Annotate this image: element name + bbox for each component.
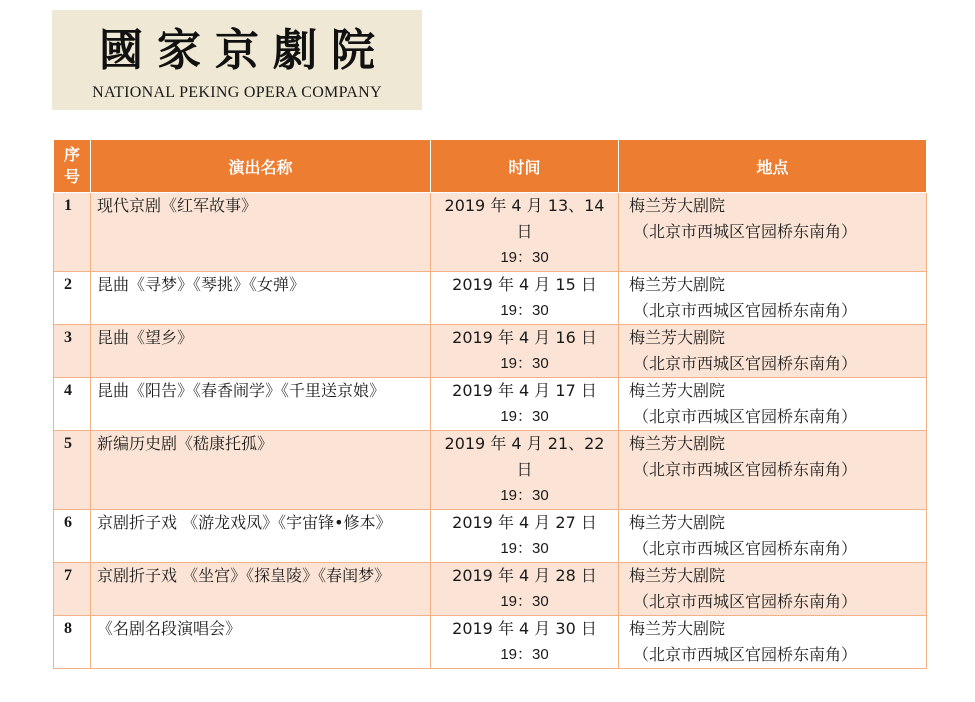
row-name: 现代京剧《红军故事》 [91, 193, 431, 272]
row-address: （北京市西城区官园桥东南角） [633, 301, 858, 320]
row-num: 6 [54, 510, 91, 563]
table-row [54, 272, 927, 325]
table-header-row [54, 140, 927, 193]
row-venue: 梅兰芳大剧院 [629, 275, 726, 294]
table-row [54, 616, 927, 669]
row-venue-cell [619, 325, 927, 378]
row-time-cell [431, 431, 619, 510]
row-name: 昆曲《望乡》 [91, 325, 431, 378]
row-venue-cell [619, 378, 927, 431]
performance-schedule-table [53, 139, 927, 669]
row-time: 19：30 [500, 593, 549, 610]
row-time-cell [431, 616, 619, 669]
row-venue: 梅兰芳大剧院 [629, 619, 726, 638]
table-row [54, 325, 927, 378]
row-address: （北京市西城区官园桥东南角） [633, 460, 858, 479]
company-logo [52, 10, 422, 110]
table-row [54, 378, 927, 431]
row-time: 19：30 [500, 646, 549, 663]
row-venue: 梅兰芳大剧院 [629, 381, 726, 400]
row-name: 京剧折子戏 《坐宫》《探皇陵》《春闺梦》 [91, 563, 431, 616]
row-time: 19：30 [500, 487, 549, 504]
row-date: 2019 年 4 月 30 日 [452, 619, 597, 638]
row-venue-cell [619, 616, 927, 669]
row-venue: 梅兰芳大剧院 [629, 513, 726, 532]
row-time: 19：30 [500, 249, 549, 266]
header-num: 序号 [54, 140, 91, 193]
row-venue: 梅兰芳大剧院 [629, 328, 726, 347]
row-venue-cell [619, 272, 927, 325]
row-venue-cell [619, 193, 927, 272]
row-date: 2019 年 4 月 28 日 [452, 566, 597, 585]
row-date: 2019 年 4 月 27 日 [452, 513, 597, 532]
row-address: （北京市西城区官园桥东南角） [633, 592, 858, 611]
row-time-cell [431, 272, 619, 325]
row-time-cell [431, 193, 619, 272]
row-name: 昆曲《阳告》《春香闹学》《千里送京娘》 [91, 378, 431, 431]
table-row [54, 563, 927, 616]
row-venue: 梅兰芳大剧院 [629, 434, 726, 453]
row-venue: 梅兰芳大剧院 [629, 566, 726, 585]
header-time: 时间 [431, 140, 619, 193]
row-time: 19：30 [500, 540, 549, 557]
row-num: 3 [54, 325, 91, 378]
row-address: （北京市西城区官园桥东南角） [633, 354, 858, 373]
row-name: 京剧折子戏 《游龙戏凤》《宇宙锋•修本》 [91, 510, 431, 563]
table-row [54, 193, 927, 272]
table-row [54, 510, 927, 563]
row-name: 新编历史剧《嵇康托孤》 [91, 431, 431, 510]
row-time: 19：30 [500, 302, 549, 319]
row-date: 2019 年 4 月 15 日 [452, 275, 597, 294]
row-time-cell [431, 510, 619, 563]
row-address: （北京市西城区官园桥东南角） [633, 407, 858, 426]
row-time: 19：30 [500, 355, 549, 372]
row-name: 《名剧名段演唱会》 [91, 616, 431, 669]
header-venue: 地点 [619, 140, 927, 193]
row-name: 昆曲《寻梦》《琴挑》《女弹》 [91, 272, 431, 325]
row-num: 5 [54, 431, 91, 510]
row-date: 2019 年 4 月 21、22 日 [444, 434, 605, 479]
row-time: 19：30 [500, 408, 549, 425]
row-time-cell [431, 563, 619, 616]
row-address: （北京市西城区官园桥东南角） [633, 222, 858, 241]
row-num: 8 [54, 616, 91, 669]
row-num: 7 [54, 563, 91, 616]
row-date: 2019 年 4 月 13、14 日 [444, 196, 605, 241]
row-venue-cell [619, 510, 927, 563]
row-address: （北京市西城区官园桥东南角） [633, 645, 858, 664]
row-date: 2019 年 4 月 17 日 [452, 381, 597, 400]
row-venue-cell [619, 431, 927, 510]
table-row [54, 431, 927, 510]
row-venue: 梅兰芳大剧院 [629, 196, 726, 215]
row-venue-cell [619, 563, 927, 616]
logo-chinese-text: 國家京劇院 [99, 25, 389, 76]
row-num: 4 [54, 378, 91, 431]
row-num: 1 [54, 193, 91, 272]
row-address: （北京市西城区官园桥东南角） [633, 539, 858, 558]
header-name: 演出名称 [91, 140, 431, 193]
row-time-cell [431, 325, 619, 378]
row-time-cell [431, 378, 619, 431]
row-num: 2 [54, 272, 91, 325]
logo-english-text: NATIONAL PEKING OPERA COMPANY [92, 84, 382, 101]
row-date: 2019 年 4 月 16 日 [452, 328, 597, 347]
